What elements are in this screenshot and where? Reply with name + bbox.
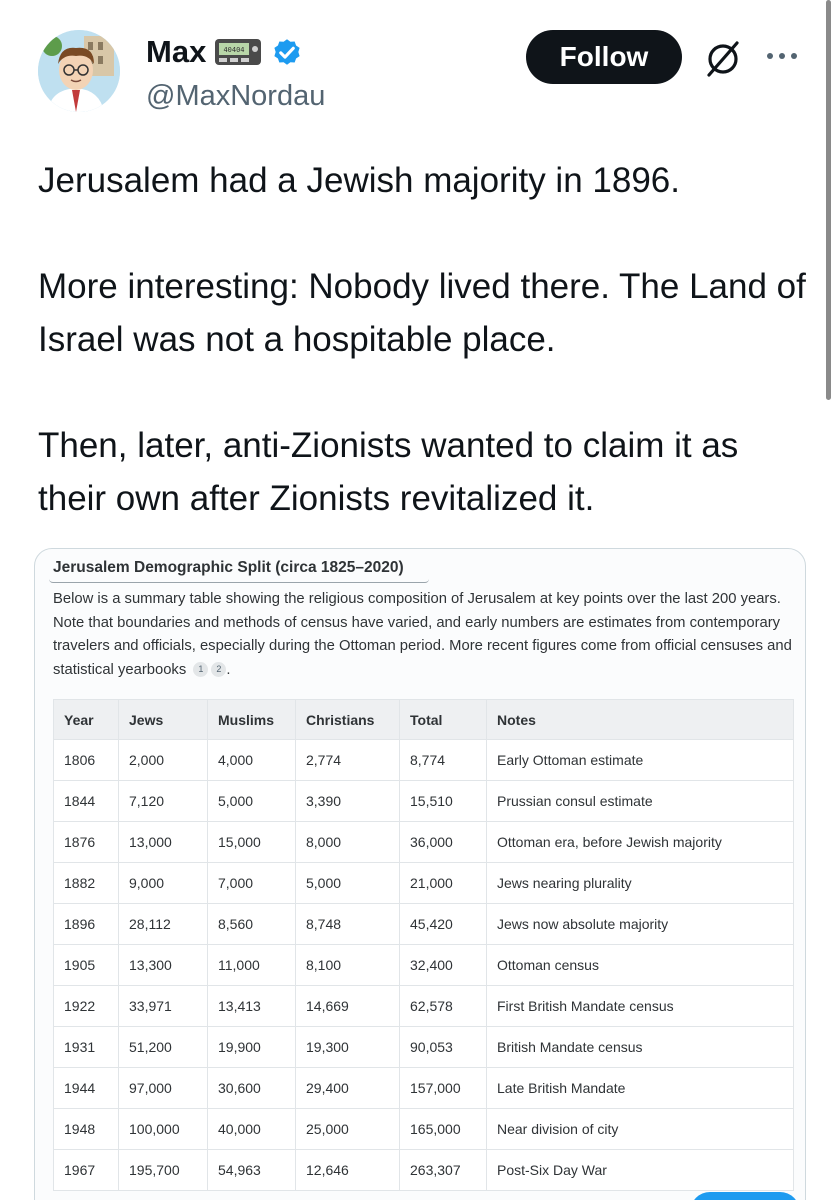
table-cell: Post-Six Day War	[487, 1150, 794, 1191]
table-cell: 90,053	[400, 1027, 487, 1068]
table-row	[54, 945, 794, 986]
table-cell: 1944	[54, 1068, 119, 1109]
citation-badge[interactable]: 1	[193, 662, 208, 677]
table-cell: 4,000	[208, 740, 296, 781]
table-cell: British Mandate census	[487, 1027, 794, 1068]
user-handle[interactable]: @MaxNordau	[146, 80, 326, 112]
column-header: Notes	[487, 700, 794, 740]
table-cell: 8,774	[400, 740, 487, 781]
table-cell: 13,413	[208, 986, 296, 1027]
table-cell: 25,000	[296, 1109, 400, 1150]
tweet-text	[38, 154, 808, 578]
table-cell: Jews now absolute majority	[487, 904, 794, 945]
table-cell: First British Mandate census	[487, 986, 794, 1027]
tweet-header	[0, 0, 840, 130]
table-row	[54, 1109, 794, 1150]
table-cell: 19,300	[296, 1027, 400, 1068]
table-row	[54, 1068, 794, 1109]
tweet-paragraph: Jerusalem had a Jewish majority in 1896.	[38, 161, 680, 200]
card-title: Jerusalem Demographic Split (circa 1825–2020)	[53, 559, 404, 576]
grok-icon[interactable]	[702, 38, 744, 80]
pager-display-text: 40404	[223, 46, 245, 54]
table-cell: 1905	[54, 945, 119, 986]
column-header: Jews	[119, 700, 208, 740]
table-cell: 12,646	[296, 1150, 400, 1191]
description-end: .	[226, 661, 231, 678]
column-header: Total	[400, 700, 487, 740]
title-underline	[49, 579, 429, 583]
table-cell: 13,300	[119, 945, 208, 986]
scrollbar[interactable]	[826, 0, 831, 400]
table-cell: 2,000	[119, 740, 208, 781]
table-row	[54, 740, 794, 781]
table-cell: 5,000	[296, 863, 400, 904]
table-cell: 8,100	[296, 945, 400, 986]
demographics-table	[53, 699, 794, 1191]
table-cell: 15,000	[208, 822, 296, 863]
description-text: Below is a summary table showing the religious composition of Jerusalem at key points over the last 200 years. Note that boundaries and methods of census have varied, and early numbers are estimates from contemporary travelers and officials, especially during the Ottoman period. More recent figures come from official censuses and statistical yearbooks	[53, 591, 792, 678]
column-header: Year	[54, 700, 119, 740]
table-cell: 21,000	[400, 863, 487, 904]
table-cell: 1876	[54, 822, 119, 863]
table-cell: 15,510	[400, 781, 487, 822]
table-row	[54, 863, 794, 904]
table-cell: 195,700	[119, 1150, 208, 1191]
table-cell: 13,000	[119, 822, 208, 863]
card-description	[53, 588, 798, 682]
table-row	[54, 822, 794, 863]
table-cell: 19,900	[208, 1027, 296, 1068]
table-cell: 1896	[54, 904, 119, 945]
table-cell: 1948	[54, 1109, 119, 1150]
table-cell: 40,000	[208, 1109, 296, 1150]
table-cell: Early Ottoman estimate	[487, 740, 794, 781]
floating-action-button[interactable]	[690, 1192, 800, 1200]
table-cell: 8,000	[296, 822, 400, 863]
table-cell: 33,971	[119, 986, 208, 1027]
tweet-paragraph: More interesting: Nobody lived there. The Land of Israel was not a hospitable place.	[38, 267, 806, 359]
table-cell: 5,000	[208, 781, 296, 822]
table-cell: 1844	[54, 781, 119, 822]
table-cell: 8,748	[296, 904, 400, 945]
table-row	[54, 986, 794, 1027]
table-cell: 157,000	[400, 1068, 487, 1109]
citation-badge[interactable]: 2	[211, 662, 226, 677]
table-cell: 29,400	[296, 1068, 400, 1109]
name-row	[146, 34, 304, 70]
pager-icon	[214, 37, 262, 67]
table-cell: 97,000	[119, 1068, 208, 1109]
table-cell: 14,669	[296, 986, 400, 1027]
table-cell: Prussian consul estimate	[487, 781, 794, 822]
table-cell: 3,390	[296, 781, 400, 822]
table-cell: 51,200	[119, 1027, 208, 1068]
table-cell: 2,774	[296, 740, 400, 781]
table-cell: 28,112	[119, 904, 208, 945]
table-row	[54, 1027, 794, 1068]
table-cell: Ottoman census	[487, 945, 794, 986]
table-cell: 100,000	[119, 1109, 208, 1150]
table-cell: Jews nearing plurality	[487, 863, 794, 904]
column-header: Christians	[296, 700, 400, 740]
verified-badge-icon[interactable]	[270, 35, 304, 69]
table-cell: 9,000	[119, 863, 208, 904]
table-cell: 30,600	[208, 1068, 296, 1109]
table-cell: 8,560	[208, 904, 296, 945]
table-cell: 54,963	[208, 1150, 296, 1191]
table-header-row	[54, 700, 794, 740]
column-header: Muslims	[208, 700, 296, 740]
table-cell: 11,000	[208, 945, 296, 986]
table-cell: Near division of city	[487, 1109, 794, 1150]
cartoon-avatar-icon	[38, 30, 120, 112]
table-cell: 263,307	[400, 1150, 487, 1191]
table-row	[54, 781, 794, 822]
table-cell: 1967	[54, 1150, 119, 1191]
table-cell: 62,578	[400, 986, 487, 1027]
table-row	[54, 904, 794, 945]
follow-button[interactable]: Follow	[526, 30, 682, 84]
avatar[interactable]	[38, 30, 120, 112]
table-cell: 7,120	[119, 781, 208, 822]
table-row	[54, 1150, 794, 1191]
display-name[interactable]: Max	[146, 34, 207, 69]
table-cell: 165,000	[400, 1109, 487, 1150]
attached-image-card[interactable]	[34, 548, 806, 1200]
table-cell: 1882	[54, 863, 119, 904]
table-cell: Late British Mandate	[487, 1068, 794, 1109]
table-cell: 36,000	[400, 822, 487, 863]
table-cell: 1806	[54, 740, 119, 781]
tweet-paragraph: Then, later, anti-Zionists wanted to claim it as their own after Zionists revitalized it.	[38, 426, 739, 518]
table-cell: 1922	[54, 986, 119, 1027]
more-icon[interactable]	[762, 44, 802, 68]
table-cell: 45,420	[400, 904, 487, 945]
table-cell: 1931	[54, 1027, 119, 1068]
table-cell: 32,400	[400, 945, 487, 986]
table-cell: Ottoman era, before Jewish majority	[487, 822, 794, 863]
table-cell: 7,000	[208, 863, 296, 904]
